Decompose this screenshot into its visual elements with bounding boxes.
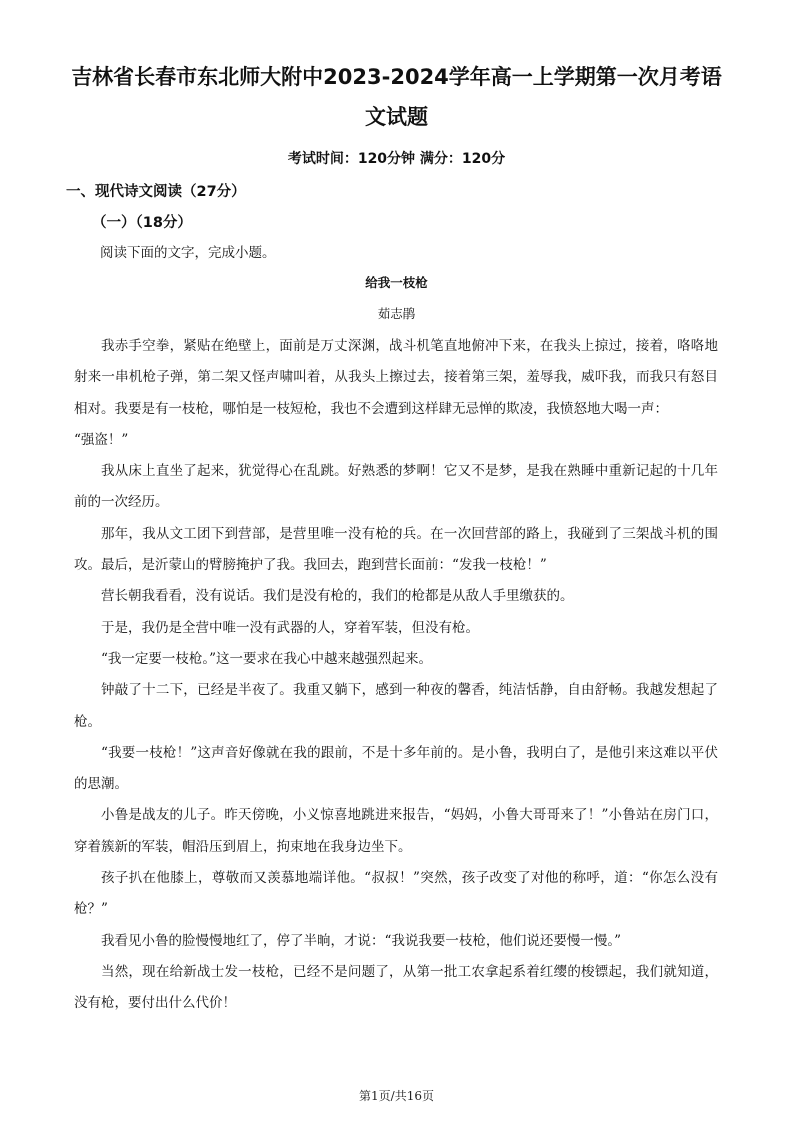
article-paragraph: 我赤手空拳，紧贴在绝壁上，面前是万丈深渊，战斗机笔直地俯冲下来，在我头上掠过，接着，咯咯地射来一串机枪子弹，第二架又怪声啸叫着，从我头上擦过去，接着第三架，羞辱我，威吓我，而我只有怒目相对。我要是有一枝枪，哪怕是一枝短枪，我也不会遭到这样肆无忌惮的欺凌，我愤怒地大喝一声：: [74, 338, 718, 417]
article-paragraph: 于是，我仍是全营中唯一没有武器的人，穿着军装，但没有枪。: [101, 619, 479, 636]
article-paragraph: 当然，现在给新战士发一枝枪，已经不是问题了，从第一批工农拿起系着红缨的梭镖起，我们就知道，没有枪，要付出什么代价！: [74, 963, 718, 1012]
article-body: [74, 331, 718, 1020]
article-title: 给我一枝枪: [365, 275, 428, 290]
subsection-heading: （一）（18分）: [92, 215, 192, 231]
exam-title-line-2: 文试题: [365, 105, 428, 129]
article-paragraph: 我从床上直坐了起来，犹觉得心在乱跳。好熟悉的梦啊！它又不是梦，是我在熟睡中重新记起的十几年前的一次经历。: [74, 463, 718, 511]
article-paragraph: 那年，我从文工团下到营部，是营里唯一没有枪的兵。在一次回营部的路上，我碰到了三架战斗机的围攻。最后，是沂蒙山的臂膀掩护了我。我回去，跑到营长面前：“发我一枝枪！”: [74, 525, 718, 574]
section-heading: 一、现代诗文阅读（27分）: [66, 184, 246, 200]
exam-info: 考试时间：120分钟 满分：120分: [287, 151, 506, 167]
article-paragraph: “我要一枝枪！”这声音好像就在我的跟前，不是十多年前的。是小鲁，我明白了，是他引来这难以平伏的思潮。: [74, 744, 718, 793]
article-paragraph: “强盗！”: [74, 431, 129, 448]
article-paragraph: 我看见小鲁的脸慢慢地红了，停了半晌，才说：“我说我要一枝枪，他们说还要慢一慢。”: [101, 932, 622, 949]
reading-instruction: 阅读下面的文字，完成小题。: [100, 245, 276, 261]
page-number: 第1页/共16页: [359, 1089, 434, 1103]
article-paragraph: 钟敲了十二下，已经是半夜了。我重又躺下，感到一种夜的馨香，纯洁恬静，自由舒畅。我越发想起了枪。: [74, 682, 718, 730]
article-paragraph: “我一定要一枝枪。”这一要求在我心中越来越强烈起来。: [101, 650, 433, 667]
article-paragraph: 孩子扒在他膝上，尊敬而又羡慕地端详他。“叔叔！”突然，孩子改变了对他的称呼，道：“你怎么没有枪？”: [74, 870, 718, 918]
article-paragraph: 营长朝我看看，没有说话。我们是没有枪的，我们的枪都是从敌人手里缴获的。: [101, 588, 574, 605]
article-author: 茹志鹃: [377, 306, 416, 321]
article-paragraph: 小鲁是战友的儿子。昨天傍晚，小义惊喜地跳进来报告，“妈妈，小鲁大哥哥来了！”小鲁站在房门口，穿着簇新的军装，帽沿压到眉上，拘束地在我身边坐下。: [74, 807, 718, 855]
exam-title-line-1: 吉林省长春市东北师大附中2023-2024学年高一上学期第一次月考语: [71, 65, 722, 89]
